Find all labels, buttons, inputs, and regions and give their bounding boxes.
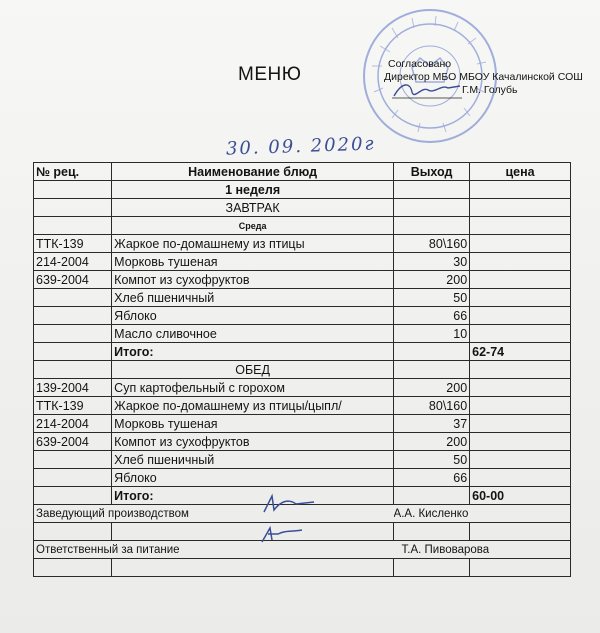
dish-name: Хлеб пшеничный <box>112 451 394 469</box>
dish-output: 200 <box>394 271 470 289</box>
manager-signature <box>258 492 318 518</box>
manager-title: Заведующий производством <box>34 505 394 523</box>
header-recipe-number: № рец. <box>34 163 112 181</box>
table-row <box>34 433 571 451</box>
handwritten-date: 30. 09. 2020г <box>225 133 376 160</box>
recipe-code: ТТК-139 <box>34 235 112 253</box>
total-price: 62-74 <box>470 343 571 361</box>
recipe-code <box>34 469 112 487</box>
table-row <box>34 469 571 487</box>
responsible-signature <box>258 524 308 548</box>
lunch-label: ОБЕД <box>112 361 394 379</box>
table-row <box>34 415 571 433</box>
dish-output: 30 <box>394 253 470 271</box>
breakfast-label: ЗАВТРАК <box>112 199 394 217</box>
dish-price <box>470 433 571 451</box>
responsible-name: Т.А. Пивоварова <box>394 541 571 559</box>
week-label: 1 неделя <box>112 181 394 199</box>
lunch-section-row <box>34 361 571 379</box>
day-row <box>34 217 571 235</box>
dish-name: Яблоко <box>112 469 394 487</box>
recipe-code <box>34 451 112 469</box>
dish-name: Морковь тушеная <box>112 415 394 433</box>
dish-name: Хлеб пшеничный <box>112 289 394 307</box>
dish-output: 50 <box>394 451 470 469</box>
dish-name: Масло сливочное <box>112 325 394 343</box>
recipe-code <box>34 325 112 343</box>
table-row <box>34 397 571 415</box>
dish-price <box>470 253 571 271</box>
approval-position: Директор МБО МБОУ Качалинской СОШ <box>384 71 583 83</box>
dish-output: 37 <box>394 415 470 433</box>
table-row <box>34 379 571 397</box>
responsible-title: Ответственный за питание <box>34 541 394 559</box>
dish-price <box>470 289 571 307</box>
manager-name: А.А. Кисленко <box>394 505 571 523</box>
total-label: Итого: <box>112 343 394 361</box>
recipe-code: 214-2004 <box>34 253 112 271</box>
header-price: цена <box>470 163 571 181</box>
total-price: 60-00 <box>470 487 571 505</box>
table-row <box>34 451 571 469</box>
dish-output: 66 <box>394 307 470 325</box>
dish-output: 80\160 <box>394 397 470 415</box>
dish-price <box>470 379 571 397</box>
recipe-code: 639-2004 <box>34 433 112 451</box>
table-row <box>34 325 571 343</box>
table-row <box>34 271 571 289</box>
total-label: Итого: <box>112 487 394 505</box>
recipe-code <box>34 307 112 325</box>
dish-price <box>470 325 571 343</box>
dish-output: 200 <box>394 433 470 451</box>
header-row <box>34 163 571 181</box>
dish-output: 50 <box>394 289 470 307</box>
dish-price <box>470 307 571 325</box>
dish-price <box>470 235 571 253</box>
director-signature <box>392 78 462 102</box>
table-row <box>34 235 571 253</box>
table-row <box>34 289 571 307</box>
dish-output: 80\160 <box>394 235 470 253</box>
recipe-code: 639-2004 <box>34 271 112 289</box>
dish-name: Жаркое по-домашнему из птицы <box>112 235 394 253</box>
week-row <box>34 181 571 199</box>
dish-name: Морковь тушеная <box>112 253 394 271</box>
blank-row <box>34 559 571 577</box>
day-label: Среда <box>112 217 394 235</box>
dish-name: Суп картофельный с горохом <box>112 379 394 397</box>
header-output: Выход <box>394 163 470 181</box>
dish-price <box>470 469 571 487</box>
dish-output: 10 <box>394 325 470 343</box>
dish-name: Жаркое по-домашнему из птицы/цыпл/ <box>112 397 394 415</box>
recipe-code: ТТК-139 <box>34 397 112 415</box>
dish-price <box>470 271 571 289</box>
table-row <box>34 307 571 325</box>
approval-label: Согласовано <box>388 58 452 70</box>
recipe-code <box>34 289 112 307</box>
dish-price <box>470 451 571 469</box>
dish-name: Компот из сухофруктов <box>112 271 394 289</box>
dish-output: 200 <box>394 379 470 397</box>
table-row <box>34 253 571 271</box>
recipe-code: 139-2004 <box>34 379 112 397</box>
dish-price <box>470 415 571 433</box>
dish-price <box>470 397 571 415</box>
breakfast-total-row <box>34 343 571 361</box>
breakfast-section-row <box>34 199 571 217</box>
dish-output: 66 <box>394 469 470 487</box>
page-title: МЕНЮ <box>238 64 302 85</box>
recipe-code: 214-2004 <box>34 415 112 433</box>
dish-name: Яблоко <box>112 307 394 325</box>
approval-name: Г.М. Голубь <box>462 84 518 96</box>
dish-name: Компот из сухофруктов <box>112 433 394 451</box>
header-dish-name: Наименование блюд <box>112 163 394 181</box>
